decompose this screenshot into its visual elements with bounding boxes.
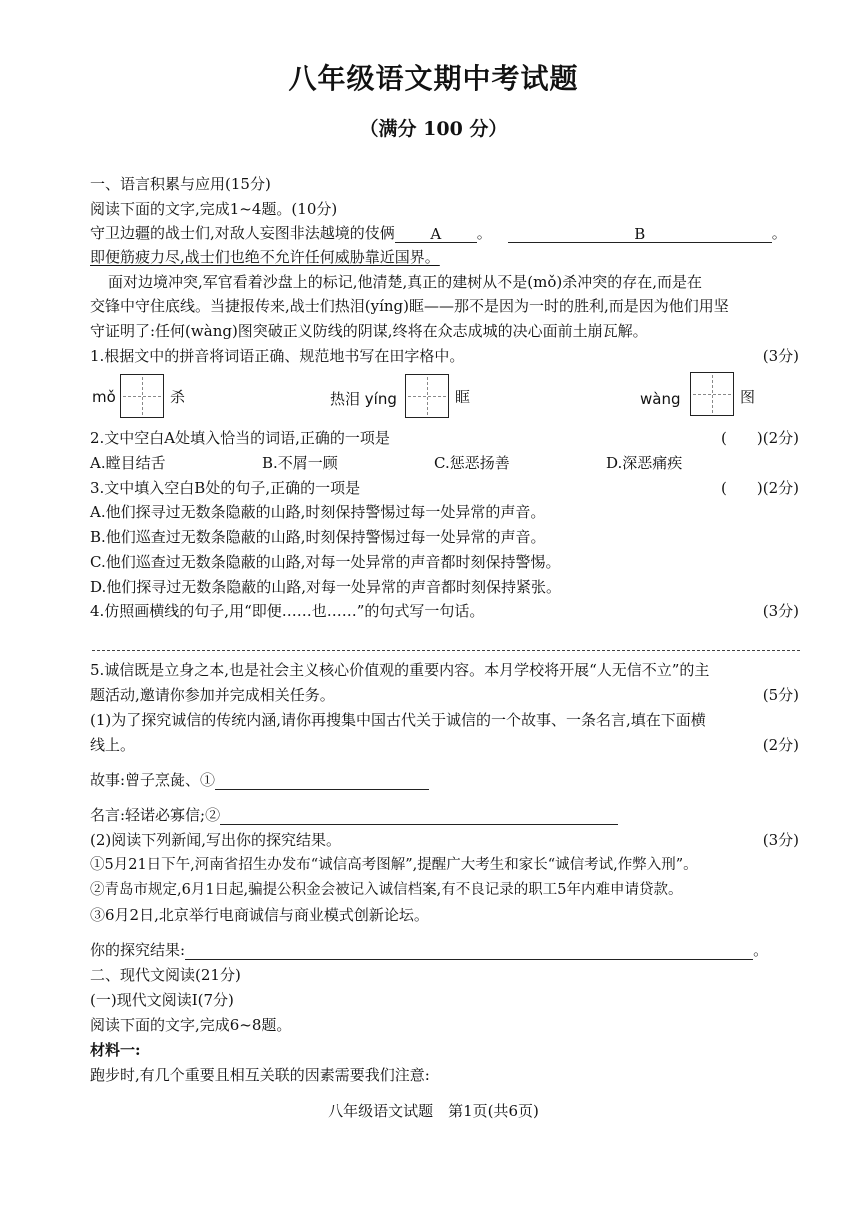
q4-text: 4.仿照画横线的句子,用“即便……也……”的句式写一句话。 [90, 602, 485, 620]
q1-suffix-1: 杀 [170, 388, 186, 406]
story-row [90, 770, 429, 790]
q5-sub2-score: (3分) [762, 831, 799, 849]
q5-line1: 5.诚信既是立身之本,也是社会主义核心价值观的重要内容。本月学校将开展“人无信不立”的主 [90, 661, 710, 679]
passage-line1-end: 。 [771, 224, 787, 242]
page-title: 八年级语文期中考试题 [288, 62, 579, 95]
q5-sub2: (2)阅读下列新闻,写出你的探究结果。 [90, 831, 342, 849]
q5-sub1-line1: (1)为了探究诚信的传统内涵,请你再搜集中国古代关于诚信的一个故事、一条名言,填在下面横 [90, 711, 706, 729]
blank-b[interactable]: B [508, 224, 772, 243]
passage-line3: 面对边境冲突,军官看着沙盘上的标记,他清楚,真正的建树从不是(mǒ)杀冲突的存在,而是在 [108, 273, 703, 291]
q3-score: ( )(2分) [721, 479, 799, 497]
page-footer: 八年级语文试题 第1页(共6页) [328, 1102, 539, 1120]
tianzige-box-2[interactable] [405, 374, 449, 418]
passage-line1-mid: 。 [476, 224, 492, 242]
result-label: 你的探究结果: [90, 941, 186, 959]
q1-pinyin-1: mǒ [92, 388, 116, 406]
tianzige-box-3[interactable] [690, 372, 734, 416]
underlined-sentence: 即便筋疲力尽,战士们也绝不允许任何威胁靠近国界。 [90, 248, 440, 266]
q1-suffix-3: 图 [740, 388, 756, 406]
q1-score: (3分) [762, 347, 799, 365]
q3-text: 3.文中填入空白B处的句子,正确的一项是 [90, 479, 361, 497]
news-item-2: ②青岛市规定,6月1日起,骗提公积金会被记入诚信档案,有不良记录的职工5年内难申请贷款。 [90, 882, 683, 898]
q3-option-c[interactable]: C.他们巡查过无数条隐蔽的山路,对每一处异常的声音都时刻保持警惕。 [90, 553, 561, 571]
q1-pinyin-2: 热泪 yíng [330, 390, 397, 408]
q5-sub1-score: (2分) [762, 736, 799, 754]
q5-score: (5分) [762, 686, 799, 704]
q1-suffix-2: 眶 [455, 388, 471, 406]
q3-option-a[interactable]: A.他们探寻过无数条隐蔽的山路,时刻保持警惕过每一处异常的声音。 [90, 503, 546, 521]
passage-line1 [90, 223, 787, 243]
q2-option-b[interactable]: B.不屑一顾 [262, 454, 338, 472]
q2-option-d[interactable]: D.深恶痛疾 [606, 454, 683, 472]
passage-line4: 交锋中守住底线。当捷报传来,战士们热泪(yíng)眶——那不是因为一时的胜利,而是因为他们用坚 [90, 297, 729, 315]
news-item-1: ①5月21日下午,河南省招生办发布“诚信高考图解”,提醒广大考生和家长“诚信考试,作弊入刑”。 [90, 857, 698, 873]
result-end: 。 [753, 941, 769, 959]
q3-option-d[interactable]: D.他们探寻过无数条隐蔽的山路,对每一处异常的声音都时刻保持紧张。 [90, 578, 562, 596]
q3-option-b[interactable]: B.他们巡查过无数条隐蔽的山路,时刻保持警惕过每一处异常的声音。 [90, 528, 546, 546]
q2-score: ( )(2分) [721, 429, 799, 447]
story-answer-line[interactable] [215, 771, 429, 790]
page-subtitle: （满分 100 分） [359, 118, 508, 140]
blank-a[interactable]: A [395, 224, 477, 243]
q2-text: 2.文中空白A处填入恰当的词语,正确的一项是 [90, 429, 390, 447]
q5-sub1-line2: 线上。 [90, 736, 136, 754]
news-item-3: ③6月2日,北京举行电商诚信与商业模式创新论坛。 [90, 906, 429, 924]
quote-row [90, 805, 618, 825]
result-answer-line[interactable] [185, 941, 753, 960]
passage-line1-text: 守卫边疆的战士们,对敌人妄图非法越境的伎俩 [90, 224, 395, 242]
q4-answer-line[interactable] [92, 650, 800, 651]
result-row [90, 940, 768, 960]
material-line1: 跑步时,有几个重要且相互关联的因素需要我们注意: [90, 1066, 430, 1084]
section2-intro: 阅读下面的文字,完成6~8题。 [90, 1016, 292, 1034]
story-label: 故事:曾子烹彘、① [90, 771, 216, 789]
passage-line5: 守证明了:任何(wàng)图突破正义防线的阴谋,终将在众志成城的决心面前土崩瓦解。 [90, 322, 648, 340]
q1-pinyin-3: wàng [640, 390, 681, 408]
material-label: 材料一: [90, 1041, 141, 1059]
tianzige-box-1[interactable] [120, 374, 164, 418]
section1-heading: 一、语言积累与应用(15分) [90, 175, 271, 193]
section2-subheading: (一)现代文阅读Ⅰ(7分) [90, 991, 234, 1009]
q4-score: (3分) [762, 602, 799, 620]
q1-text: 1.根据文中的拼音将词语正确、规范地书写在田字格中。 [90, 347, 465, 365]
q2-option-a[interactable]: A.瞠目结舌 [90, 454, 166, 472]
quote-answer-line[interactable] [220, 806, 618, 825]
quote-label: 名言:轻诺必寡信;② [90, 806, 221, 824]
section1-intro: 阅读下面的文字,完成1~4题。(10分) [90, 200, 338, 218]
section2-heading: 二、现代文阅读(21分) [90, 966, 241, 984]
q2-option-c[interactable]: C.惩恶扬善 [434, 454, 510, 472]
q5-line2: 题活动,邀请你参加并完成相关任务。 [90, 686, 335, 704]
